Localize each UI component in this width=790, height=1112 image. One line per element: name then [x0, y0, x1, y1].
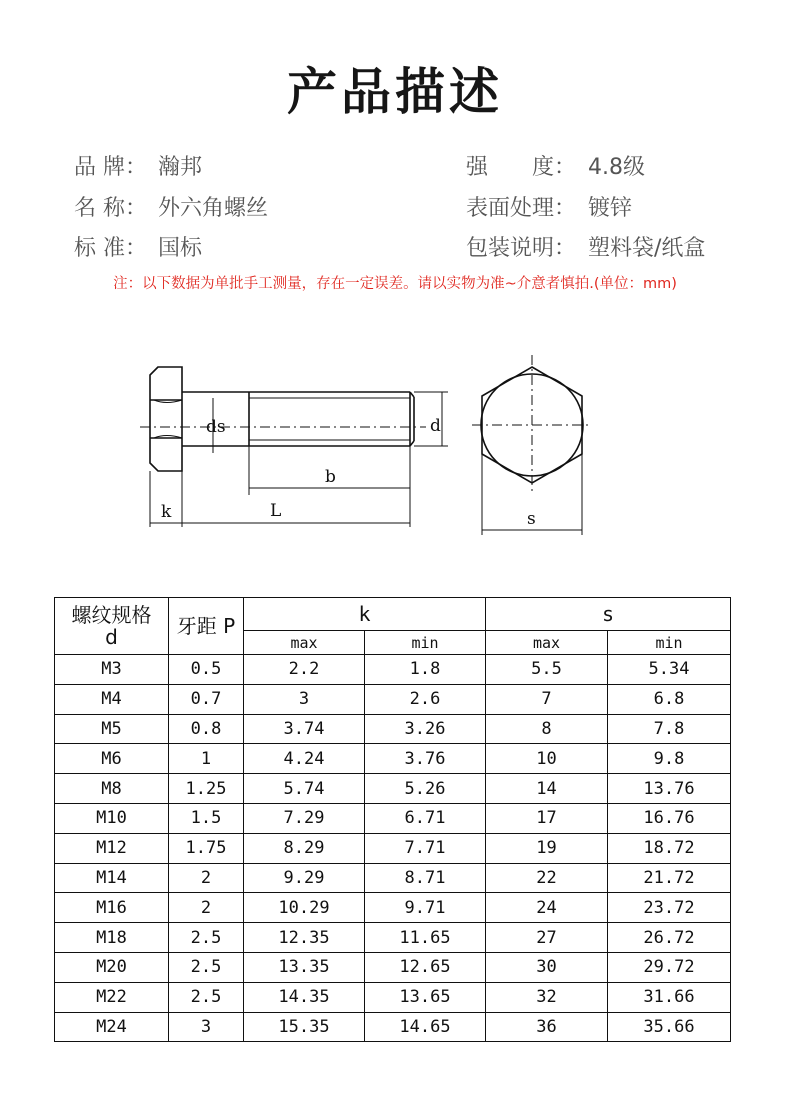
cell-s-min: 6.8	[608, 684, 731, 714]
spec-surface	[466, 191, 632, 222]
spec-brand	[74, 150, 202, 181]
spec-standard	[74, 231, 202, 262]
cell-s-min: 35.66	[608, 1012, 731, 1042]
cell-s-min: 18.72	[608, 833, 731, 863]
cell-pitch: 0.7	[169, 684, 244, 714]
spec-value: 瀚邦	[158, 155, 203, 180]
cell-s-max: 8	[486, 714, 608, 744]
cell-pitch: 1.25	[169, 774, 244, 804]
cell-pitch: 1	[169, 744, 244, 774]
cell-s-max: 17	[486, 803, 608, 833]
table-row	[55, 684, 731, 714]
table-row	[55, 1012, 731, 1042]
table-row	[55, 655, 731, 685]
cell-k-min: 3.26	[365, 714, 486, 744]
header-thread-spec	[55, 598, 169, 655]
label-L: L	[270, 501, 282, 521]
spec-packaging	[466, 231, 705, 262]
header-s: s	[486, 598, 731, 631]
cell-size: M4	[55, 684, 169, 714]
cell-pitch: 0.5	[169, 655, 244, 685]
cell-k-max: 13.35	[244, 952, 365, 982]
header-thread-spec-sub: d	[105, 625, 118, 649]
header-s-max: max	[486, 631, 608, 655]
cell-k-min: 12.65	[365, 952, 486, 982]
cell-k-max: 8.29	[244, 833, 365, 863]
header-k-min: min	[365, 631, 486, 655]
dimension-lines	[150, 392, 448, 527]
cell-k-min: 6.71	[365, 803, 486, 833]
cell-s-min: 7.8	[608, 714, 731, 744]
cell-pitch: 2.5	[169, 952, 244, 982]
cell-k-max: 7.29	[244, 803, 365, 833]
spec-value: 镀锌	[588, 196, 633, 221]
table-row	[55, 923, 731, 953]
cell-pitch: 0.8	[169, 714, 244, 744]
cell-s-min: 13.76	[608, 774, 731, 804]
cell-s-max: 19	[486, 833, 608, 863]
cell-k-max: 3	[244, 684, 365, 714]
label-d: d	[430, 416, 441, 436]
cell-size: M20	[55, 952, 169, 982]
cell-pitch: 1.5	[169, 803, 244, 833]
cell-s-min: 31.66	[608, 982, 731, 1012]
cell-k-min: 1.8	[365, 655, 486, 685]
cell-s-max: 5.5	[486, 655, 608, 685]
cell-k-max: 3.74	[244, 714, 365, 744]
spec-label: 包装说明：	[466, 236, 577, 261]
cell-s-max: 24	[486, 893, 608, 923]
measurement-note: 注：以下数据为单批手工测量，存在一定误差。请以实物为准~介意者慎拍.(单位：mm)	[113, 276, 677, 292]
cell-s-min: 23.72	[608, 893, 731, 923]
header-pitch: 牙距 P	[169, 598, 244, 655]
label-k: k	[161, 502, 172, 522]
cell-size: M24	[55, 1012, 169, 1042]
cell-k-min: 5.26	[365, 774, 486, 804]
spec-label: 品 牌：	[74, 155, 147, 180]
cell-k-min: 11.65	[365, 923, 486, 953]
cell-s-max: 7	[486, 684, 608, 714]
cell-size: M12	[55, 833, 169, 863]
header-k-max: max	[244, 631, 365, 655]
cell-k-max: 14.35	[244, 982, 365, 1012]
cell-k-min: 14.65	[365, 1012, 486, 1042]
spec-strength	[466, 150, 645, 181]
table-row	[55, 982, 731, 1012]
cell-s-max: 10	[486, 744, 608, 774]
cell-k-max: 9.29	[244, 863, 365, 893]
table-row	[55, 863, 731, 893]
cell-size: M16	[55, 893, 169, 923]
cell-k-max: 2.2	[244, 655, 365, 685]
table-row	[55, 714, 731, 744]
bolt-side-view	[150, 367, 414, 471]
page-title: 产品描述	[287, 63, 503, 121]
cell-s-max: 36	[486, 1012, 608, 1042]
spec-value: 4.8级	[588, 155, 645, 180]
spec-value: 国标	[158, 236, 203, 261]
cell-k-min: 7.71	[365, 833, 486, 863]
bolt-head-side	[150, 367, 182, 471]
cell-size: M22	[55, 982, 169, 1012]
cell-size: M5	[55, 714, 169, 744]
size-table	[54, 597, 731, 1042]
cell-k-min: 8.71	[365, 863, 486, 893]
cell-s-min: 26.72	[608, 923, 731, 953]
header-k: k	[244, 598, 486, 631]
table-row	[55, 744, 731, 774]
spec-label: 名 称：	[74, 196, 147, 221]
cell-s-max: 30	[486, 952, 608, 982]
cell-k-max: 5.74	[244, 774, 365, 804]
cell-pitch: 2	[169, 893, 244, 923]
table-row	[55, 893, 731, 923]
spec-label: 标 准：	[74, 236, 147, 261]
cell-size: M18	[55, 923, 169, 953]
cell-pitch: 2.5	[169, 923, 244, 953]
cell-size: M14	[55, 863, 169, 893]
cell-pitch: 3	[169, 1012, 244, 1042]
table-row	[55, 952, 731, 982]
cell-k-max: 10.29	[244, 893, 365, 923]
label-s: s	[527, 509, 536, 529]
label-b: b	[325, 467, 336, 487]
header-s-min: min	[608, 631, 731, 655]
cell-size: M3	[55, 655, 169, 685]
cell-s-max: 32	[486, 982, 608, 1012]
cell-pitch: 2	[169, 863, 244, 893]
cell-s-min: 21.72	[608, 863, 731, 893]
cell-s-max: 22	[486, 863, 608, 893]
cell-k-min: 9.71	[365, 893, 486, 923]
cell-k-min: 3.76	[365, 744, 486, 774]
cell-s-max: 27	[486, 923, 608, 953]
cell-pitch: 2.5	[169, 982, 244, 1012]
spec-label: 强 度：	[466, 155, 577, 180]
cell-size: M10	[55, 803, 169, 833]
label-ds: ds	[206, 417, 226, 437]
cell-size: M6	[55, 744, 169, 774]
cell-k-max: 15.35	[244, 1012, 365, 1042]
cell-k-max: 12.35	[244, 923, 365, 953]
end-view-centerlines	[472, 355, 592, 535]
cell-s-min: 9.8	[608, 744, 731, 774]
cell-k-max: 4.24	[244, 744, 365, 774]
bolt-drawing	[130, 345, 610, 545]
cell-s-max: 14	[486, 774, 608, 804]
cell-k-min: 2.6	[365, 684, 486, 714]
header-thread-spec-label: 螺纹规格	[71, 603, 152, 627]
table-row	[55, 774, 731, 804]
cell-s-min: 16.76	[608, 803, 731, 833]
table-row	[55, 803, 731, 833]
cell-size: M8	[55, 774, 169, 804]
cell-k-min: 13.65	[365, 982, 486, 1012]
cell-s-min: 5.34	[608, 655, 731, 685]
spec-value: 外六角螺丝	[158, 196, 269, 221]
table-row	[55, 833, 731, 863]
spec-name	[74, 191, 268, 222]
spec-value: 塑料袋/纸盒	[588, 236, 706, 261]
cell-pitch: 1.75	[169, 833, 244, 863]
spec-label: 表面处理：	[466, 196, 577, 221]
cell-s-min: 29.72	[608, 952, 731, 982]
